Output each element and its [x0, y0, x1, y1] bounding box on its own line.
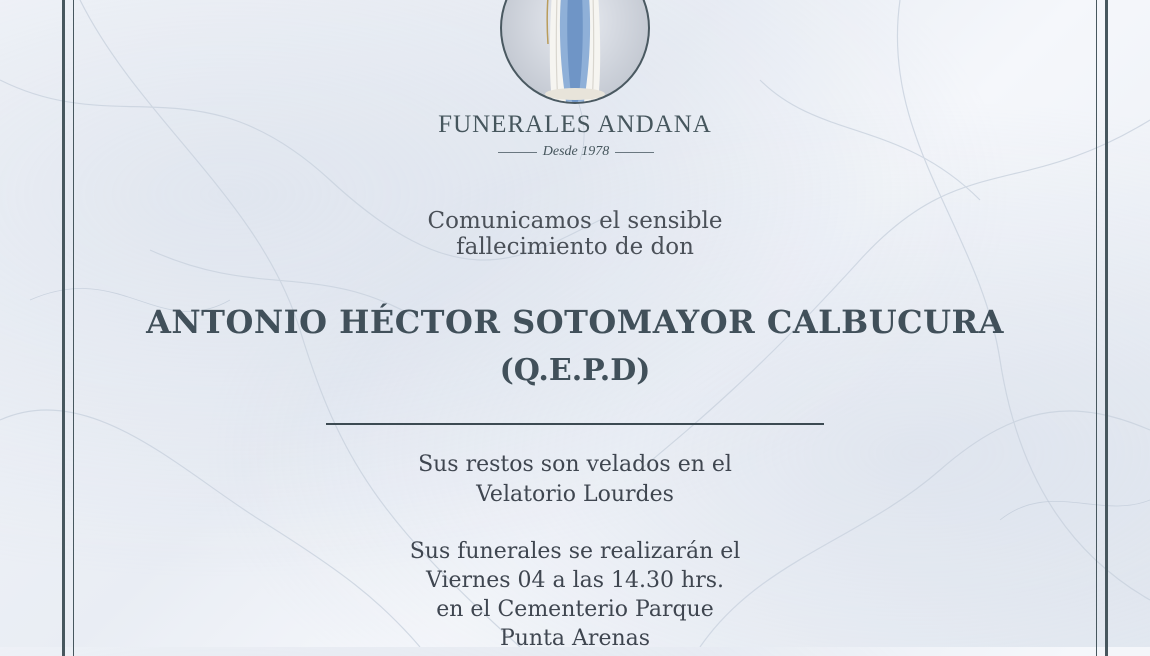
- qepd-label: (Q.E.P.D): [499, 353, 651, 388]
- brand-tagline: [498, 142, 654, 162]
- virgin-statue-emblem: [500, 0, 650, 104]
- tagline-left-rule: [498, 152, 537, 153]
- wake-line-1: Sus restos son velados en el: [418, 452, 732, 477]
- deceased-name: ANTONIO HÉCTOR SOTOMAYOR CALBUCURA: [146, 303, 1004, 341]
- section-divider: [326, 423, 824, 425]
- tagline-right-rule: [615, 152, 654, 153]
- tagline-text: Desde 1978: [542, 144, 610, 159]
- intro-text: [0, 208, 1150, 260]
- statue-icon: [502, 0, 648, 102]
- wake-info: [0, 450, 1150, 510]
- brand-name: FUNERALES ANDANA: [438, 111, 712, 138]
- funeral-info: [0, 537, 1150, 653]
- funeral-line-1: Sus funerales se realizarán el: [409, 539, 741, 564]
- intro-line-2: fallecimiento de don: [456, 234, 694, 260]
- intro-line-1: Comunicamos el sensible: [427, 208, 723, 234]
- funeral-line-3: en el Cementerio Parque: [436, 597, 714, 622]
- wake-line-2: Velatorio Lourdes: [476, 482, 674, 507]
- funeral-line-4: Punta Arenas: [499, 626, 651, 651]
- funeral-line-2: Viernes 04 a las 14.30 hrs.: [425, 568, 725, 593]
